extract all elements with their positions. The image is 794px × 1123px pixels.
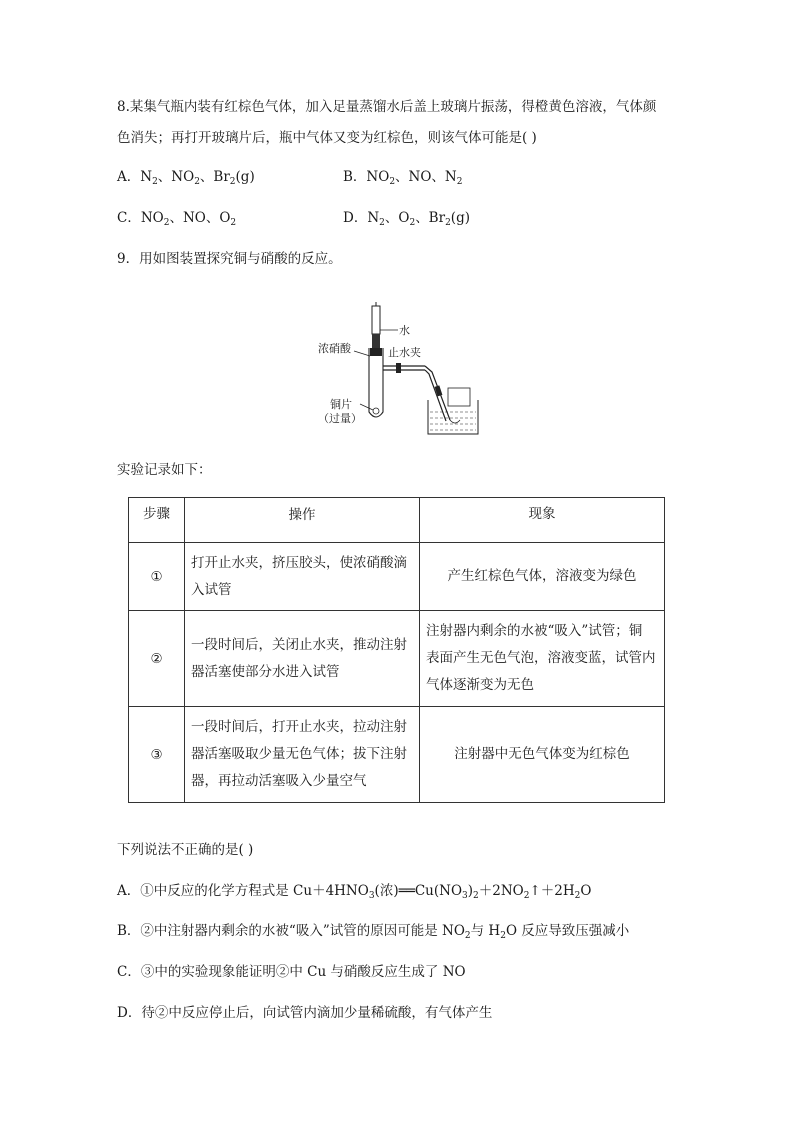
q9-stem: 9．用如图装置探究铜与硝酸的反应。 — [117, 251, 342, 267]
label-copper: 铜片 — [330, 398, 352, 411]
phenomenon-cell — [420, 611, 665, 707]
operation-line: 器活塞使部分水进入试管 — [191, 663, 340, 680]
q8-stem-line2: 色消失；再打开玻璃片后，瓶中气体又变为红棕色，则该气体可能是( ) — [117, 130, 537, 146]
operation-line: 入试管 — [191, 581, 232, 598]
header-operation: 操作 — [185, 498, 420, 543]
label-concentrated-nitric-acid: 浓硝酸 — [318, 342, 351, 355]
q8-option-b: B．$NO_2$、NO、$N_2$ — [343, 169, 463, 187]
q8-option-c: C．$NO_2$、NO、$O_2$ — [117, 210, 237, 228]
q9-option-a: A．①中反应的化学方程式是 $Cu+4HNO_3$(浓)$══Cu(NO_3)_2+2NO_2↑+2H_2O$ — [117, 883, 592, 901]
operation-line: 器，再拉动活塞吸入少量空气 — [191, 773, 367, 789]
phenomenon-line: 注射器中无色气体变为红棕色 — [454, 746, 630, 762]
header-phenomenon: 现象 — [420, 498, 665, 543]
step-cell: ② — [129, 611, 185, 707]
operation-line: 一段时间后，打开止水夹，拉动注射 — [191, 719, 407, 735]
q8-option-d: D．$N_2$、$O_2$、$Br_2(g)$ — [343, 210, 470, 228]
experiment-table — [128, 497, 665, 803]
operation-line: 打开止水夹，挤压胶头，使浓硝酸滴 — [191, 554, 407, 571]
phenomenon-line: 表面产生无色气泡，溶液变蓝，试管内 — [426, 650, 656, 666]
table-row — [129, 707, 665, 803]
q9-option-c: C．③中的实验现象能证明②中 Cu 与硝酸反应生成了 NO — [117, 964, 466, 980]
q8-stem-line1: 8.某集气瓶内装有红棕色气体，加入足量蒸馏水后盖上玻璃片振荡，得橙黄色溶液，气体颜 — [117, 99, 657, 115]
phenomenon-line: 气体逐渐变为无色 — [426, 677, 534, 693]
table-row — [129, 543, 665, 611]
phenomenon-cell — [420, 707, 665, 803]
operation-cell — [185, 707, 420, 803]
operation-line: 器活塞吸取少量无色气体；拔下注射 — [191, 746, 407, 762]
q9-option-d: D．待②中反应停止后，向试管内滴加少量稀硫酸，有气体产生 — [117, 1005, 493, 1021]
operation-line: 一段时间后，关闭止水夹，推动注射 — [191, 636, 407, 653]
table-row — [129, 611, 665, 707]
operation-cell — [185, 543, 420, 611]
label-excess: （过量） — [318, 412, 362, 425]
phenomenon-line: 产生红棕色气体，溶液变为绿色 — [447, 568, 637, 584]
label-water: 水 — [399, 324, 410, 337]
record-label: 实验记录如下： — [117, 462, 212, 478]
apparatus-figure — [310, 300, 500, 440]
q9-question: 下列说法不正确的是( ) — [117, 842, 254, 858]
step-cell: ① — [129, 543, 185, 611]
phenomenon-line: 注射器内剩余的水被“吸入”试管；铜 — [426, 623, 643, 639]
q8-option-a: A．$N_2$、$NO_2$、$Br_2(g)$ — [117, 169, 255, 187]
table-header-row — [129, 498, 665, 543]
label-water-clamp: 止水夹 — [388, 346, 421, 359]
header-step: 步骤 — [129, 498, 185, 543]
phenomenon-cell — [420, 543, 665, 611]
operation-cell — [185, 611, 420, 707]
q9-option-b: B．②中注射器内剩余的水被“吸入”试管的原因可能是 $NO_2$与 $H_2O$ 反应导致压强减小 — [117, 923, 630, 941]
step-cell: ③ — [129, 707, 185, 803]
